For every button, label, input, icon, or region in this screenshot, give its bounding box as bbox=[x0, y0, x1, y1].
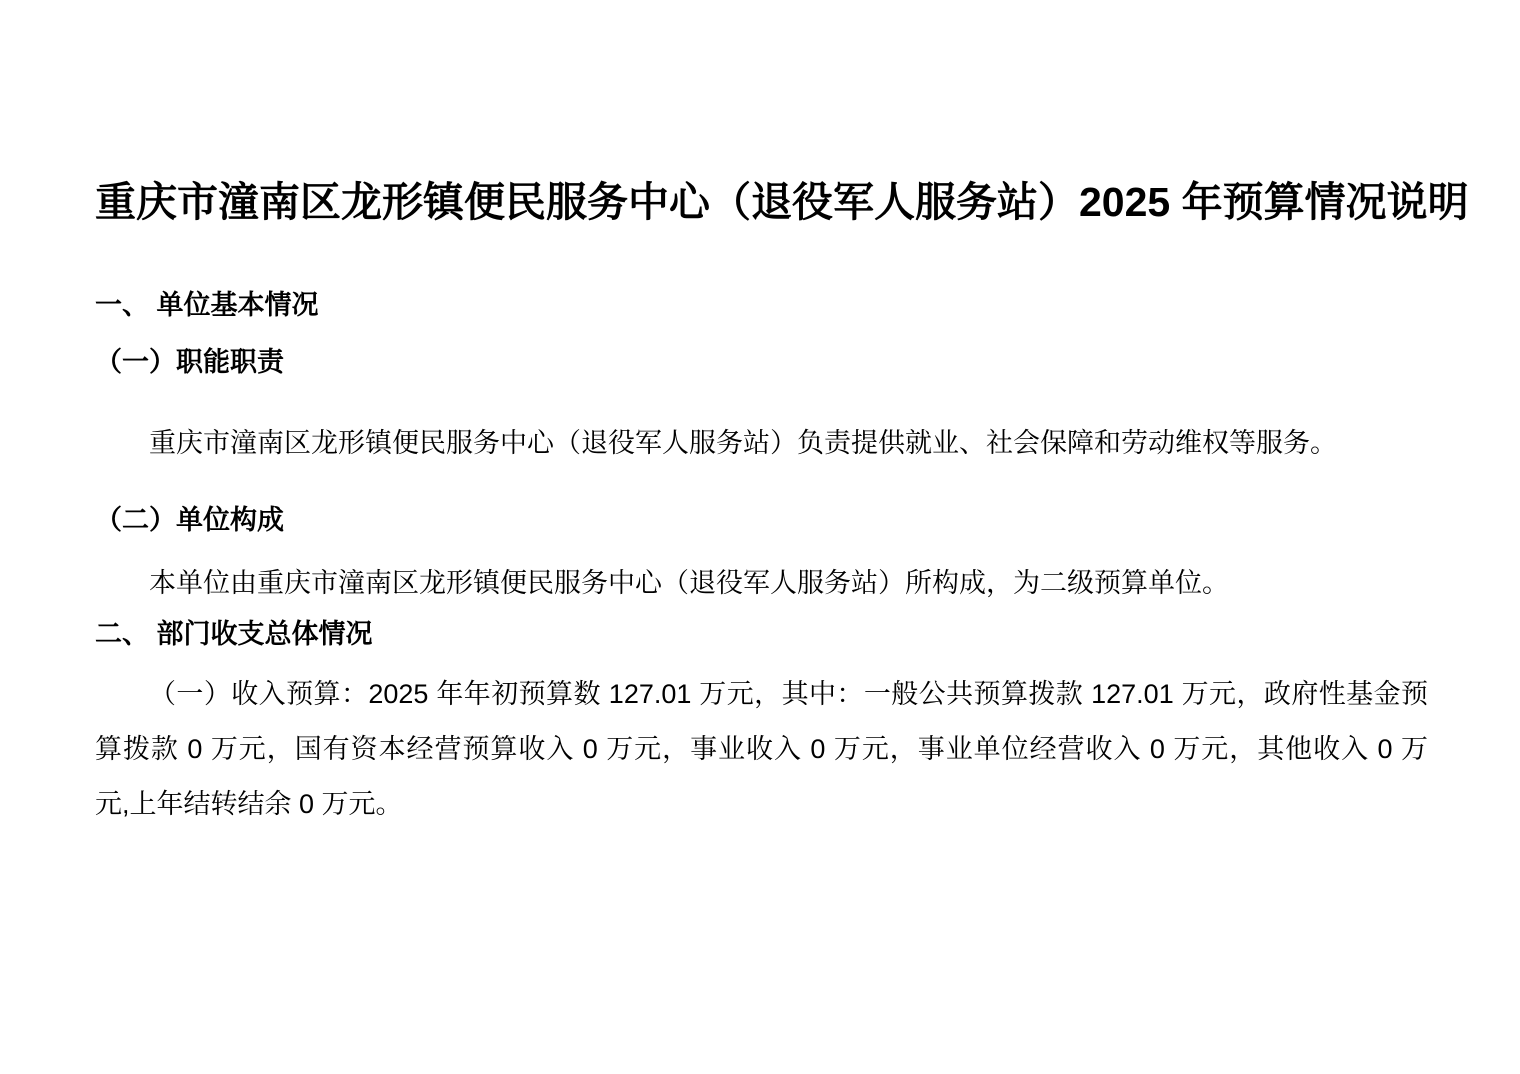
income-budget-line-2: 算拨款 0 万元，国有资本经营预算收入 0 万元，事业收入 0 万元，事业单位经营收入 0 万元，其他收入 0 万 bbox=[95, 734, 1428, 764]
document-title: 重庆市潼南区龙形镇便民服务中心（退役军人服务站）2025 年预算情况说明 bbox=[95, 179, 1469, 225]
heading-unit-composition: （二）单位构成 bbox=[95, 505, 284, 535]
paragraph-duties: 重庆市潼南区龙形镇便民服务中心（退役军人服务站）负责提供就业、社会保障和劳动维权等服务。 bbox=[149, 428, 1337, 458]
income-budget-line-3: 元,上年结转结余 0 万元。 bbox=[95, 789, 403, 819]
heading-duties: （一）职能职责 bbox=[95, 347, 284, 377]
income-budget-line-1: （一）收入预算：2025 年年初预算数 127.01 万元，其中：一般公共预算拨款 127.01 万元，政府性基金预 bbox=[149, 679, 1428, 709]
heading-budget-overview: 二、 部门收支总体情况 bbox=[95, 619, 373, 649]
paragraph-income-budget bbox=[95, 667, 1428, 832]
paragraph-unit-composition: 本单位由重庆市潼南区龙形镇便民服务中心（退役军人服务站）所构成，为二级预算单位。 bbox=[149, 568, 1229, 598]
heading-unit-basic-info: 一、 单位基本情况 bbox=[95, 290, 319, 320]
